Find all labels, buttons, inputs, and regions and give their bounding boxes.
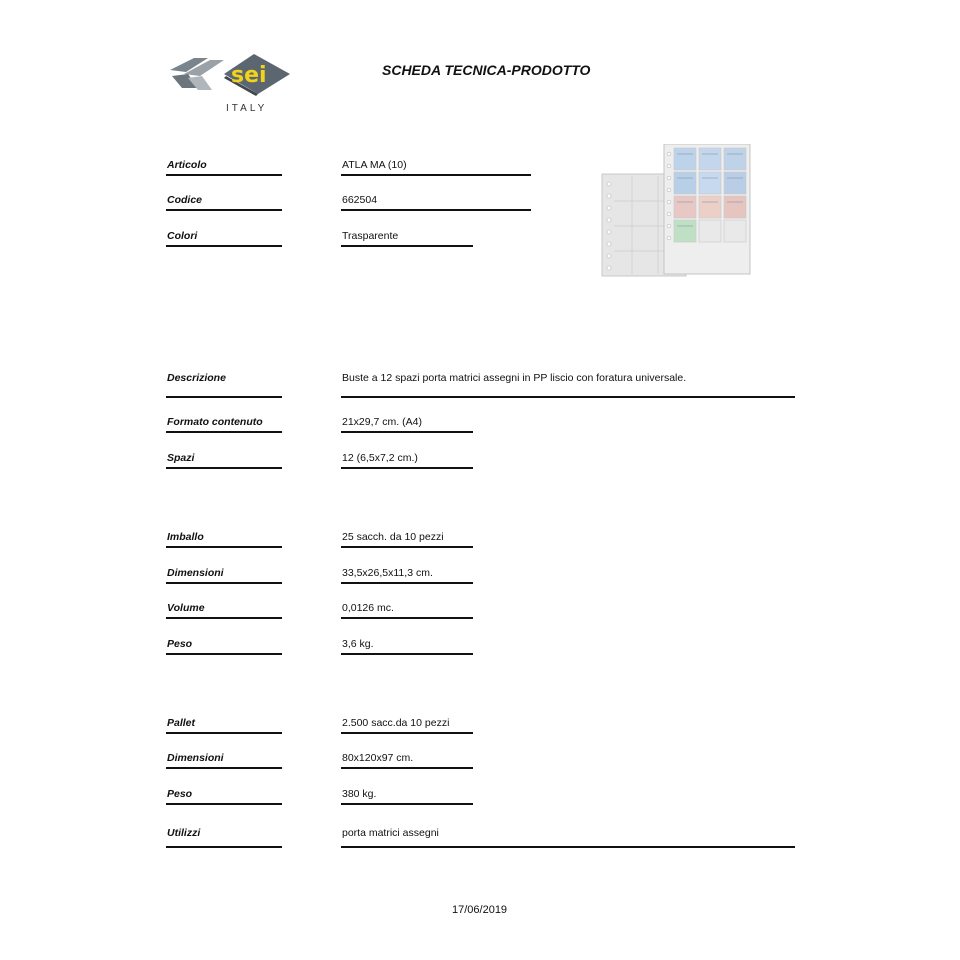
label-descrizione: Descrizione	[167, 372, 226, 384]
value-colori: Trasparente	[342, 230, 399, 242]
value-underline	[341, 846, 795, 848]
logo-subtext: ITALY	[226, 103, 268, 114]
value-peso: 3,6 kg.	[342, 638, 374, 650]
label-formato-contenuto: Formato contenuto	[167, 416, 263, 428]
value-underline	[341, 653, 473, 655]
label-underline	[166, 732, 282, 734]
label-utilizzi: Utilizzi	[167, 827, 201, 839]
label-underline	[166, 174, 282, 176]
label-codice: Codice	[167, 194, 203, 206]
value-underline	[341, 767, 473, 769]
label-pallet: Pallet	[167, 717, 196, 729]
value-underline	[341, 732, 473, 734]
label-dimensioni: Dimensioni	[167, 567, 224, 579]
value-pallet-dimensioni: 80x120x97 cm.	[342, 752, 414, 764]
value-spazi: 12 (6,5x7,2 cm.)	[342, 452, 418, 464]
label-underline	[166, 846, 282, 848]
label-underline	[166, 245, 282, 247]
value-volume: 0,0126 mc.	[342, 602, 394, 614]
label-underline	[166, 803, 282, 805]
label-peso: Peso	[167, 638, 193, 650]
label-colori: Colori	[167, 230, 198, 242]
label-underline	[166, 431, 282, 433]
value-articolo: ATLA MA (10)	[342, 159, 407, 171]
value-pallet: 2.500 sacc.da 10 pezzi	[342, 717, 450, 729]
value-underline	[341, 431, 473, 433]
value-underline	[341, 209, 531, 211]
value-underline	[341, 582, 473, 584]
label-underline	[166, 467, 282, 469]
value-dimensioni: 33,5x26,5x11,3 cm.	[342, 567, 433, 579]
value-imballo: 25 sacch. da 10 pezzi	[342, 531, 444, 543]
value-underline	[341, 546, 473, 548]
label-imballo: Imballo	[167, 531, 204, 543]
value-underline	[341, 617, 473, 619]
logo-text: sei	[231, 63, 267, 88]
label-underline	[166, 767, 282, 769]
value-pallet-peso: 380 kg.	[342, 788, 377, 800]
value-underline	[341, 803, 473, 805]
label-underline	[166, 617, 282, 619]
label-volume: Volume	[167, 602, 205, 614]
value-underline	[341, 396, 795, 398]
value-codice: 662504	[342, 194, 378, 206]
value-utilizzi: porta matrici assegni	[342, 827, 439, 839]
value-underline	[341, 245, 473, 247]
value-formato-contenuto: 21x29,7 cm. (A4)	[342, 416, 422, 428]
label-spazi: Spazi	[167, 452, 195, 464]
label-underline	[166, 209, 282, 211]
value-underline	[341, 174, 531, 176]
page-title: SCHEDA TECNICA-PRODOTTO	[382, 62, 591, 78]
product-image	[600, 144, 752, 278]
label-underline	[166, 582, 282, 584]
value-descrizione: Buste a 12 spazi porta matrici assegni in PP liscio con foratura universale.	[342, 372, 687, 384]
value-underline	[341, 467, 473, 469]
label-underline	[166, 546, 282, 548]
label-pallet-peso: Peso	[167, 788, 193, 800]
label-underline	[166, 653, 282, 655]
footer-date: 17/06/2019	[452, 904, 508, 916]
label-underline	[166, 396, 282, 398]
label-pallet-dimensioni: Dimensioni	[167, 752, 224, 764]
label-articolo: Articolo	[167, 159, 207, 171]
